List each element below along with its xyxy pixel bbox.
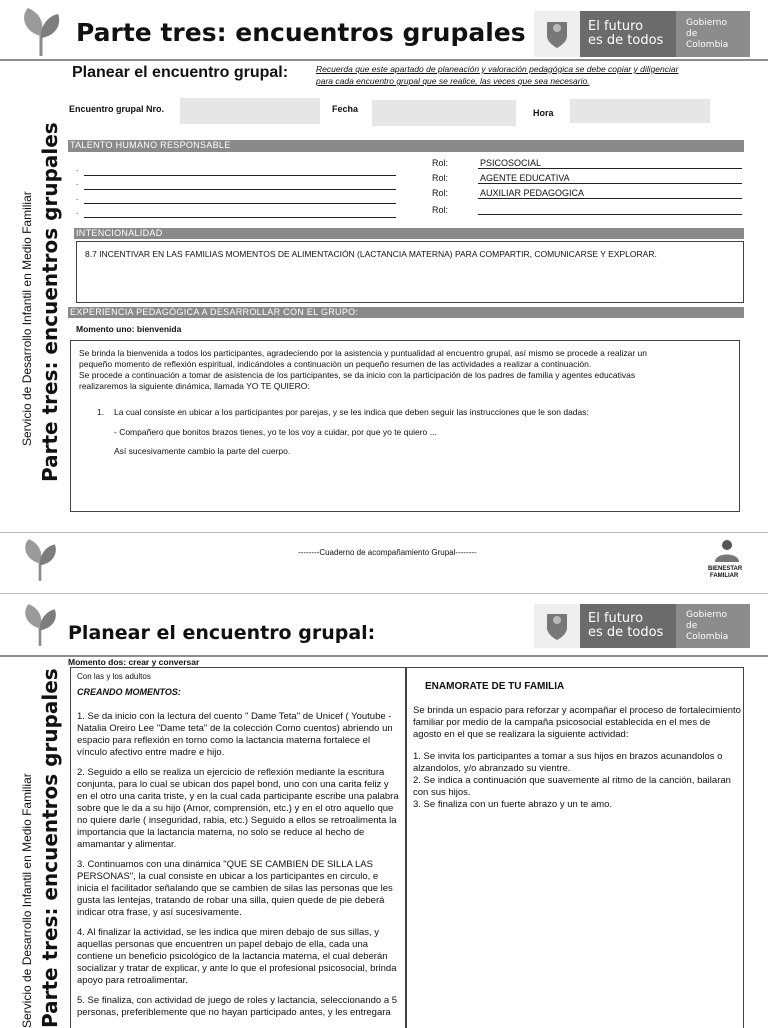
instruction-note [316, 63, 756, 87]
enamorate-box [406, 667, 744, 1028]
rol-label-1: Rol: [432, 158, 449, 168]
left-para-4: 4. Al finalizar la actividad, se les indica que miren debajo de sus sillas, y aquellas personas que encuentren un papel debajo de ella, cada una contiene un beneficio psicológico de la lactancia materna, el cual deberán socializar y tratar de explicar, y ante lo que el profesional psicosocial, brinda apoyo para retroalimentar. [77, 927, 397, 986]
colombia-shield-icon [534, 11, 580, 57]
name-line-2[interactable] [84, 189, 396, 190]
left-para-1: 1. Se da inicio con la lectura del cuento " Dame Teta" de Unicef ( Youtube - Natalia Oreiro Lee "Dame teta" de la colección Como cuentos) abriendo un espacio para reflexión en torno como la lactancia materna fortalece el vínculo afectivo entre madre e hijo. [77, 711, 393, 758]
bienvenida-line-4: realizaremos la siguiente dinámica, llamada YO TE QUIERO: [79, 381, 310, 391]
hora-field[interactable] [570, 99, 710, 123]
enamorate-title: ENAMORATE DE TU FAMILIA [425, 681, 565, 692]
government-logo-2 [534, 604, 750, 648]
intencionalidad-text: 8.7 INCENTIVAR EN LAS FAMILIAS MOMENTOS DE ALIMENTACIÓN (LACTANCIA MATERNA) PARA COMPARTIR, COMUNICARSE Y EXPLORAR. [85, 249, 657, 259]
gov2-line-1: Gobierno [686, 609, 727, 620]
rol-label-2: Rol: [432, 173, 449, 183]
enamorate-intro: Se brinda un espacio para reforzar y acompañar el proceso de fortalecimiento familiar por medio de la campaña psicosocial establecida en el mes de agosto en el que se realizara la siguiente actividad: [413, 705, 741, 740]
instruction-note-line-1: Recuerda que este apartado de planeación y valoración pedagógica se debe copiar y diligenciar [316, 64, 679, 74]
logo-line-1: El futuro [588, 19, 644, 34]
intencionalidad-header: INTENCIONALIDAD [74, 228, 744, 239]
item-1-text: La cual consiste en ubicar a los participantes por parejas, y se les indica que deben seguir las instrucciones que le son dadas: [114, 407, 589, 417]
bienvenida-line-1: Se brinda la bienvenida a todos los participantes, agradeciendo por la asistencia y puntualidad al encuentro grupal, así mismo se procede a realizar un [79, 348, 647, 358]
gov-line-1: Gobierno [686, 17, 727, 28]
page-2-title: Planear el encuentro grupal: [68, 622, 376, 644]
colombia-shield-icon-2 [534, 604, 580, 648]
fecha-field[interactable] [372, 100, 516, 126]
leaf-footer-icon [20, 536, 60, 584]
rol-value-2[interactable]: AGENTE EDUCATIVA [480, 173, 570, 183]
logo-line-2: es de todos [588, 33, 664, 48]
left-para-5: 5. Se finaliza, con actividad de juego de roles y lactancia, seleccionando a 5 personas, preferiblemente que no hayan participado antes, y les entregara [77, 995, 398, 1018]
header-rule [0, 59, 768, 61]
rol-value-3[interactable]: AUXILIAR PEDAGOGICA [480, 188, 585, 198]
logo2-line-1: El futuro [588, 611, 644, 626]
instruction-note-line-2: para cada encuentro grupal que se realice, las veces que sea necesario. [316, 76, 590, 86]
subtitle: Planear el encuentro grupal: [72, 64, 289, 81]
talento-header: TALENTO HUMANO RESPONSABLE [68, 140, 744, 152]
intencionalidad-box [76, 241, 744, 303]
government-logo [534, 11, 750, 57]
bienvenida-line-2: pequeño momento de reflexión espiritual, indicándoles a continuación un pequeño resumen de las actividades a realizar a continuación. [79, 359, 592, 369]
bienestar-line-2: FAMILIAR [710, 573, 739, 579]
enamorate-item-2: 2. Se indica a continuación que suavemente al ritmo de la canción, bailaran con sus hijos. [413, 775, 731, 798]
bienvenida-box [70, 340, 740, 512]
experiencia-header: EXPERIENCIA PEDAGÓGICA A DESARROLLAR CON EL GRUPO: [68, 307, 744, 318]
name-line-3[interactable] [84, 203, 396, 204]
item-1-end: Así sucesivamente cambio la parte del cuerpo. [114, 446, 291, 456]
logo2-line-2: es de todos [588, 625, 664, 640]
gov-line-2: de Colombia [686, 28, 729, 50]
page-1: Parte tres: encuentros grupales El futuro es de todos Gobierno de Colombia Planear el encuentro grupal: Recuerda que este apartado de planeación y valoración pedagógica se debe copiar y diligenciar para cada encuentro grupal que se realice, las veces que sea necesario. Encuentro grupal Nro. Fecha Hora TALENTO HUMANO RESPONSABLE . . . . Rol: PSICOSOCIAL Rol: AGENTE EDUCATIVA Rol: AUXILIAR PEDAGOGICA Rol: INTENCIONALIDAD 8.7 INCENTIVAR EN LAS FAMILIAS MOMENTOS DE ALIMENTACIÓN (LACTANCIA MATERNA) PARA COMPARTIR, COMUNICARSE Y EXPLORAR. EXPERIENCIA PEDAGÓGICA A DESARROLLAR CON EL GRUPO: Momento uno: bienvenida Se brinda la bienvenida a todos los participantes, agradeciendo por la asistencia y puntualidad al encuentro grupal, así mismo se procede a realizar un pequeño momento de reflexión espiritual, indicándoles a continuación un pequeño resumen de las actividades a realizar a continuación. Se procede a continuación a tomar de asistencia de los participantes, se da inicio con la participación de los padres de familia y agentes educativas realizaremos la siguiente dinámica, llamada YO TE QUIERO: 1. La cual consiste en ubicar a los participantes por parejas, y se les indica que deben seguir las instrucciones que le son dadas: - Compañero que bonitos brazos tienes, yo te los voy a cuidar, por que yo te quiero ... Así sucesivamente cambio la parte del cuerpo. Servicio de Desarrollo Infantil en Medio Familiar Parte tres: encuentros grupales [0, 0, 768, 530]
leaf-logo-icon [18, 6, 64, 58]
page-title: Parte tres: encuentros grupales [76, 18, 526, 47]
name-line-4[interactable] [84, 217, 396, 218]
leaf-logo-icon-2 [20, 600, 60, 650]
con-las-label: Con las y los adultos [77, 672, 151, 681]
side-caption-small-2: Servicio de Desarrollo Infantil en Medio Familiar [20, 773, 34, 1028]
rol-label-3: Rol: [432, 188, 449, 198]
page-2 [0, 596, 768, 1028]
left-para-3: 3. Continuamos con una dinámica "QUE SE CAMBIEN DE SILLA LAS PERSONAS", la cual consiste en ubicar a los participantes en circulo, e inicia el facilitador señalando que se cambien de silas las personas que les gusta las lentejas, tratando de robar una silla, quien quede de pie deberá indicar otra frase, y así sucesivamente. [77, 859, 393, 918]
bienvenida-line-3: Se procede a continuación a tomar de asistencia de los participantes, se da inicio con la participación de los padres de familia y agentes educativas [79, 370, 636, 380]
bienestar-familiar-icon [712, 538, 742, 564]
side-caption-big-2: Parte tres: encuentros grupales [38, 668, 62, 1028]
side-caption-big: Parte tres: encuentros grupales [38, 122, 62, 482]
momento-uno-label: Momento uno: bienvenida [76, 324, 182, 334]
fecha-label: Fecha [332, 104, 359, 114]
rol-label-4: Rol: [432, 205, 449, 215]
item-1-number: 1. [97, 407, 105, 417]
gov2-line-2: de Colombia [686, 620, 729, 642]
rol-value-1[interactable]: PSICOSOCIAL [480, 158, 542, 168]
item-1-quote: - Compañero que bonitos brazos tienes, yo te los voy a cuidar, por que yo te quiero ... [114, 427, 437, 437]
encuentro-label: Encuentro grupal Nro. [69, 104, 165, 114]
bienestar-line-1: BIENESTAR [708, 566, 743, 572]
enamorate-item-3: 3. Se finaliza con un fuerte abrazo y un te amo. [413, 799, 613, 810]
page-break [0, 532, 768, 594]
encuentro-field[interactable] [180, 98, 320, 124]
left-para-2: 2. Seguido a ello se realiza un ejercicio de reflexión mediante la escritura conjunta, para lo cual se ubican dos papel bond, uno con una carita feliz y en el otro una carita triste, y en la cual cada participante escribe una palabra sobre que le da a su hijo (Amor, comprensión, etc.) y en el otro aquello que no quiere darle ( inseguridad, rabia, etc.) Seguido a ellos se retroalimenta la importancia que la lactancia materna, no solo se reduce al hecho de amamantar y alimentar. [77, 767, 399, 850]
footer-caption: --------Cuaderno de acompañamiento Grupal-------- [298, 548, 477, 557]
name-line-1[interactable] [84, 175, 396, 176]
enamorate-item-1: 1. Se invita los participantes a tomar a sus hijos en brazos acunandolos o alzandolos, y/o abranzado su vientre. [413, 751, 723, 774]
momento-dos-label: Momento dos: crear y conversar [68, 657, 200, 667]
creando-label: CREANDO MOMENTOS: [77, 687, 181, 697]
crear-conversar-box [70, 667, 406, 1028]
hora-label: Hora [533, 108, 554, 118]
side-caption-small: Servicio de Desarrollo Infantil en Medio Familiar [20, 191, 34, 446]
